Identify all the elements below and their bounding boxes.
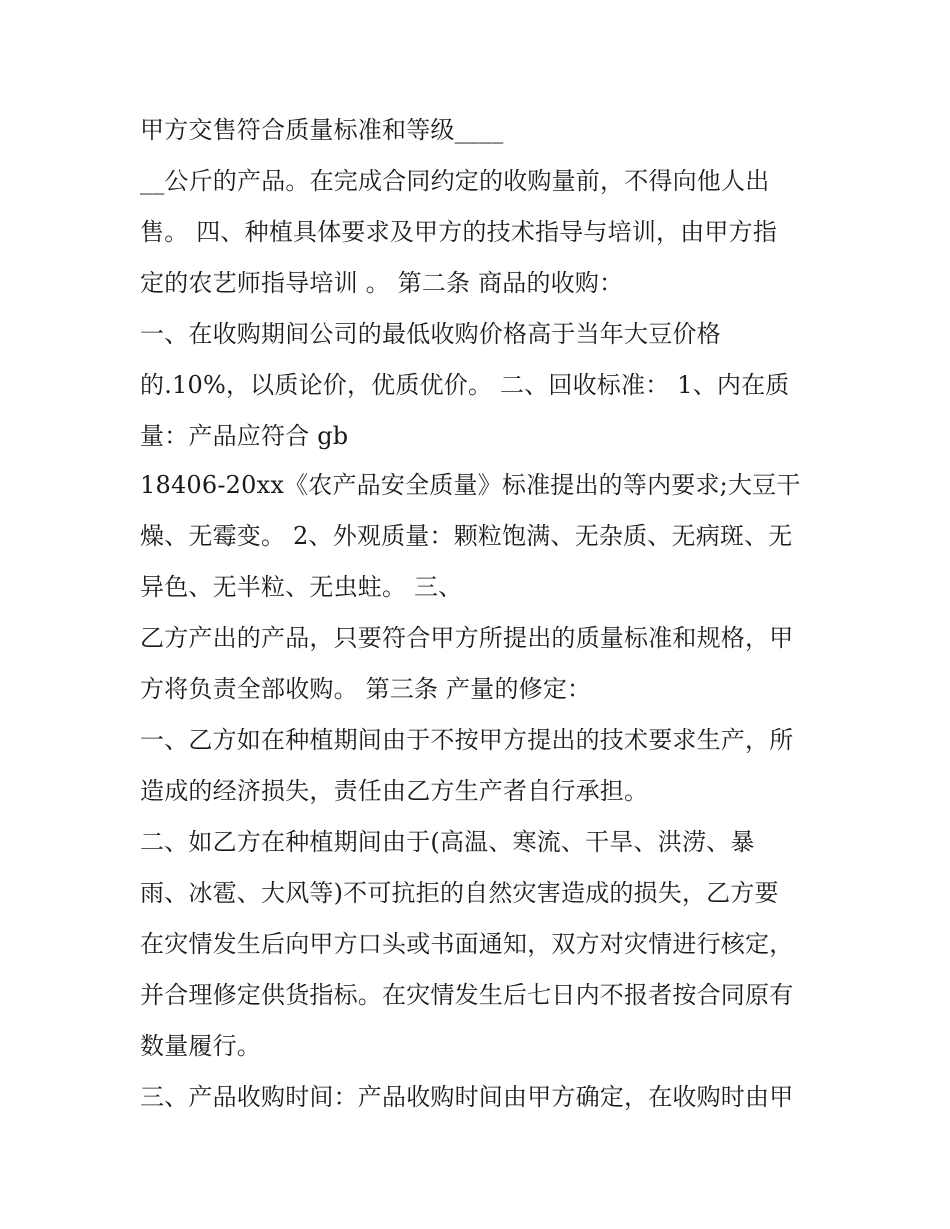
text-line: 乙方产出的产品，只要符合甲方所提出的质量标准和规格，甲 xyxy=(140,624,794,652)
text-line: 售。 四、种植具体要求及甲方的技术指导与培训，由甲方指 xyxy=(140,218,778,246)
text-line: 燥、无霉变。 2、外观质量：颗粒饱满、无杂质、无病斑、无 xyxy=(140,522,793,550)
text-line: 三、产品收购时间：产品收购时间由甲方确定，在收购时由甲 xyxy=(140,1083,794,1111)
text-line: 18406-20xx《农产品安全质量》标准提出的等内要求;大豆干 xyxy=(140,471,801,499)
text-line: __公斤的产品。在完成合同约定的收购量前，不得向他人出 xyxy=(140,167,770,195)
text-line: 一、乙方如在种植期间由于不按甲方提出的技术要求生产，所 xyxy=(140,726,794,754)
text-line: 造成的经济损失，责任由乙方生产者自行承担。 xyxy=(140,777,649,805)
text-line: 的.10%，以质论价，优质优价。 二、回收标准： 1、内在质 xyxy=(140,371,790,399)
text-line: 异色、无半粒、无虫蛀。 三、 xyxy=(140,573,463,601)
text-line: 量：产品应符合 gb xyxy=(140,422,349,450)
text-line: 一、在收购期间公司的最低收购价格高于当年大豆价格 xyxy=(140,320,721,348)
text-line: 甲方交售符合质量标准和等级____ xyxy=(140,116,504,144)
text-line: 二、如乙方在种植期间由于(高温、寒流、干旱、洪涝、暴 xyxy=(140,828,755,856)
text-line: 并合理修定供货指标。在灾情发生后七日内不报者按合同原有 xyxy=(140,981,794,1009)
text-line: 雨、冰雹、大风等)不可抗拒的自然灾害造成的损失，乙方要 xyxy=(140,879,779,907)
text-line: 在灾情发生后向甲方口头或书面通知，双方对灾情进行核定， xyxy=(140,930,794,958)
text-line: 定的农艺师指导培训 。 第二条 商品的收购： xyxy=(140,269,624,297)
text-line: 数量履行。 xyxy=(140,1032,261,1060)
text-line: 方将负责全部收购。 第三条 产量的修定： xyxy=(140,675,592,703)
